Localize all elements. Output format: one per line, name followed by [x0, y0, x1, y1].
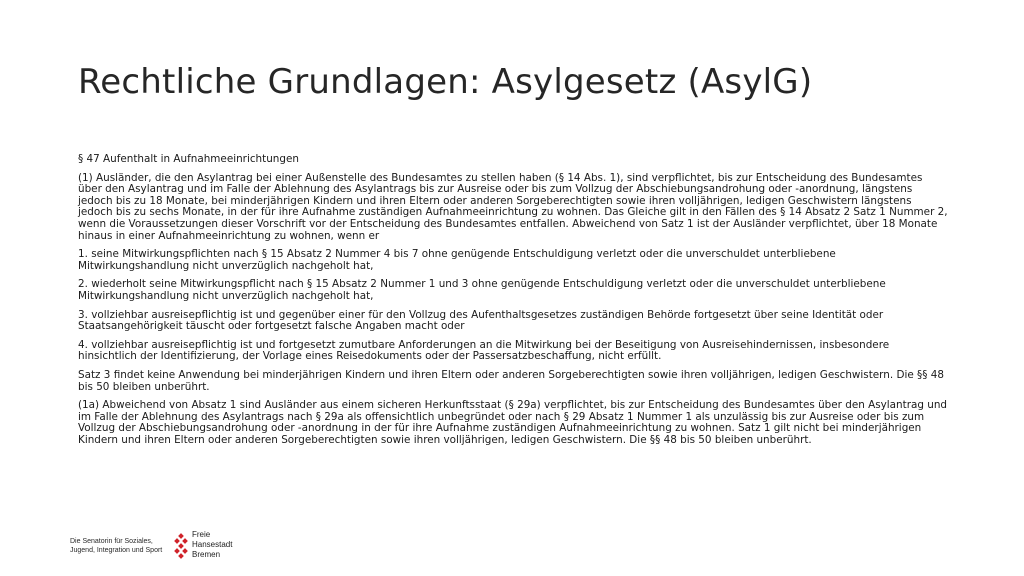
list-item-3: 3. vollziehbar ausreisepflichtig ist und gegenüber einer für den Vollzug des Aufenthaltsgesetzes zuständigen Behörde fortgesetzt über seine Identität oder Staatsangehörigkeit täuscht oder fortgesetzt falsche Angaben macht oder — [78, 308, 884, 333]
brand-line-3: Bremen — [192, 550, 221, 559]
section-heading: § 47 Aufenthalt in Aufnahmeeinrichtungen — [78, 153, 299, 165]
paragraph-1: (1) Ausländer, die den Asylantrag bei einer Außenstelle des Bundesamtes zu stellen haben (§ 14 Abs. 1), sind verpflichtet, bis zur Entscheidung des Bundesamtes über den Asylantrag und im Falle der Ablehnung des Asylantrags bis zur Ausreise oder bis zum Vollzug der Abschiebungsandrohung oder -anordnung, längstens jedoch bis zu 18 Monate, bei minderjährigen Kindern und ihren Eltern oder anderen Sorgeberechtigten sowie ihren volljährigen, ledigen Geschwistern längstens jedoch bis zu sechs Monate, in der für ihre Aufnahme zuständigen Aufnahmeeinrichtung zu wohnen. Das Gleiche gilt in den Fällen des § 14 Absatz 2 Satz 1 Nummer 2, wenn die Voraussetzungen dieser Vorschrift vor der Entscheidung des Bundesamtes entfallen. Abweichend von Satz 1 ist der Ausländer verpflichtet, über 18 Monate hinaus in einer Aufnahmeeinrichtung zu wohnen, wenn er — [78, 171, 948, 242]
footer-brand-text — [192, 530, 232, 560]
senator-line-2: Jugend, Integration und Sport — [70, 547, 163, 554]
list-item-2: 2. wiederholt seine Mitwirkungspflicht nach § 15 Absatz 2 Nummer 1 und 3 ohne genügende Entschuldigung verletzt oder die unverschuldet unterbliebene Mitwirkungshandlung nicht unverzüglich nachgeholt hat, — [78, 278, 886, 302]
footer-senator-text — [70, 537, 162, 555]
slide-title: Rechtliche Grundlagen: Asylgesetz (AsylG) — [78, 62, 813, 102]
law-text-body — [78, 154, 948, 453]
brand-line-2: Hansestadt — [192, 540, 233, 549]
brand-line-1: Freie — [192, 530, 211, 539]
list-item-1: 1. seine Mitwirkungspflichten nach § 15 Absatz 2 Nummer 4 bis 7 ohne genügende Entschuldigung verletzt oder die unverschuldet unterbliebene Mitwirkungshandlung nicht unverzüglich nachgeholt hat, — [78, 248, 836, 272]
list-item-4: 4. vollziehbar ausreisepflichtig ist und fortgesetzt zumutbare Anforderungen an die Mitwirkung bei der Beseitigung von Ausreisehindernissen, insbesondere hinsichtlich der Identifizierung, der Vorlage eines Reisedokuments oder der Passersatzbeschaffung, nicht erfüllt. — [78, 338, 890, 363]
senator-line-1: Die Senatorin für Soziales, — [70, 538, 153, 545]
paragraph-1a: (1a) Abweichend von Absatz 1 sind Ausländer aus einem sicheren Herkunftsstaat (§ 29a) verpflichtet, bis zur Entscheidung des Bundesamtes über den Asylantrag und im Falle der Ablehnung des Asylantrags nach § 29a als offensichtlich unbegründet oder nach § 29 Absatz 1 Nummer 1 als unzulässig bis zur Ausreise oder bis zum Vollzug der Abschiebungsandrohung oder -anordnung in der für ihre Aufnahme zuständigen Aufnahmeeinrichtung zu wohnen. Satz 1 gilt nicht bei minderjährigen Kindern und ihren Eltern oder anderen Sorgeberechtigten sowie ihren volljährigen, ledigen Geschwistern. Die §§ 48 bis 50 bleiben unberührt. — [78, 399, 948, 446]
bremen-key-logo-icon — [172, 532, 192, 562]
paragraph-satz-3: Satz 3 findet keine Anwendung bei minderjährigen Kindern und ihren Eltern oder anderen Sorgeberechtigten sowie ihren volljährigen, ledigen Geschwistern. Die §§ 48 bis 50 bleiben unberührt. — [78, 368, 944, 393]
